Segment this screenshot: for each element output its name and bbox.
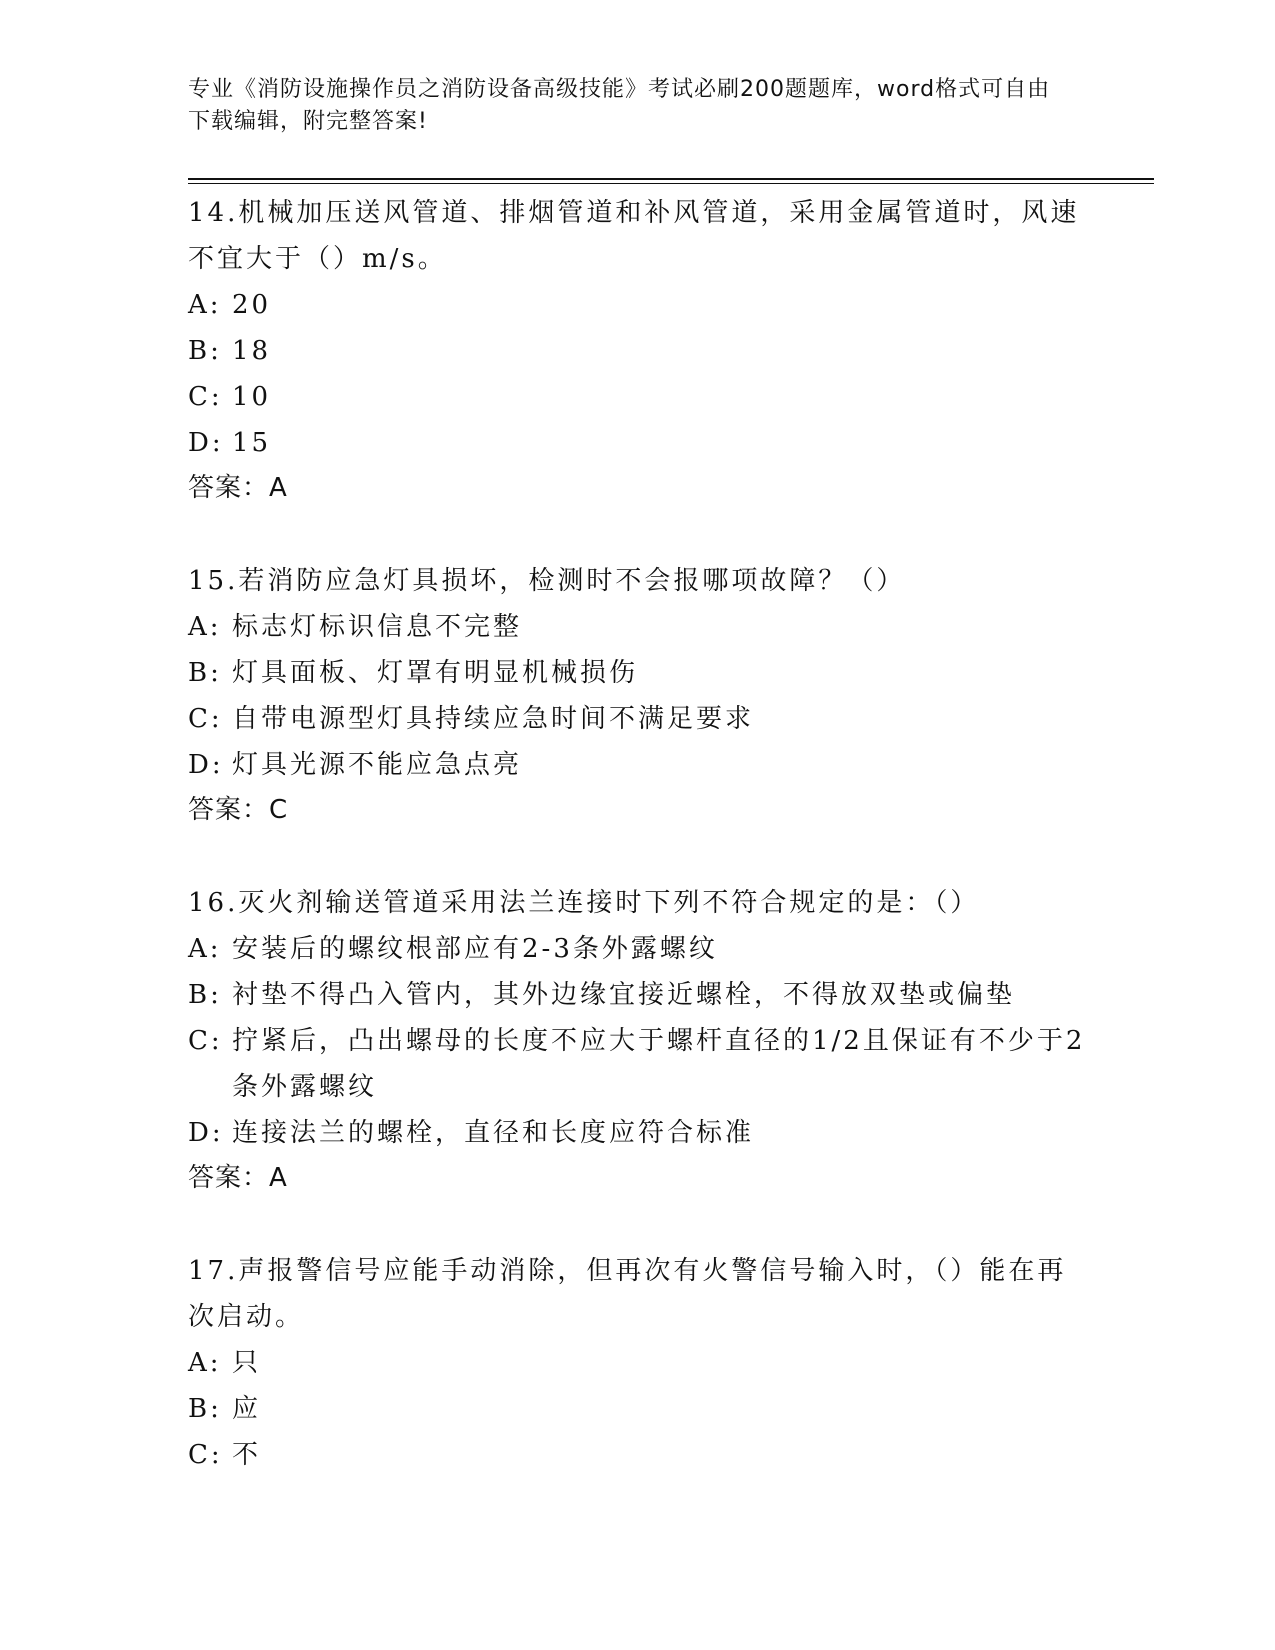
option-text: 应 — [232, 1394, 262, 1424]
option-key: D: — [188, 750, 224, 780]
option-key: B: — [188, 658, 222, 688]
option-text: 标志灯标识信息不完整 — [232, 612, 523, 642]
option-key: D: — [188, 428, 224, 458]
option-a — [188, 1340, 1088, 1386]
option-c — [188, 1432, 1088, 1478]
answer-line: 答案：C — [188, 795, 289, 825]
answer-line: 答案：A — [188, 1163, 288, 1193]
header-divider-thin — [188, 183, 1154, 184]
option-text: 连接法兰的螺栓，直径和长度应符合标准 — [232, 1118, 755, 1148]
question-stem: 16.灭火剂输送管道采用法兰连接时下列不符合规定的是：（） — [188, 888, 980, 918]
option-a — [188, 282, 1088, 328]
option-key: B: — [188, 336, 222, 366]
document-header: 专业《消防设施操作员之消防设备高级技能》考试必刷200题题库，word格式可自由下载编辑，附完整答案! — [188, 77, 1051, 134]
option-a — [188, 926, 1088, 972]
option-text: 只 — [232, 1348, 262, 1378]
option-text: 10 — [232, 382, 272, 412]
answer-line: 答案：A — [188, 473, 288, 503]
option-text: 不 — [232, 1440, 262, 1470]
option-c — [188, 374, 1088, 420]
option-key: A: — [188, 1348, 222, 1378]
option-key: C: — [188, 1440, 223, 1470]
option-text: 18 — [232, 336, 272, 366]
option-c — [188, 696, 1088, 742]
option-d — [188, 420, 1088, 466]
question-15 — [188, 558, 1088, 832]
option-key: C: — [188, 382, 223, 412]
option-text: 灯具光源不能应急点亮 — [232, 750, 523, 780]
option-text: 20 — [232, 290, 272, 320]
question-stem: 15.若消防应急灯具损坏，检测时不会报哪项故障？（） — [188, 566, 906, 596]
option-d — [188, 1110, 1088, 1156]
option-d — [188, 742, 1088, 788]
header-divider-thick — [188, 178, 1154, 180]
option-key: D: — [188, 1118, 224, 1148]
option-key: A: — [188, 290, 222, 320]
option-text: 拧紧后，凸出螺母的长度不应大于螺杆直径的1/2且保证有不少于2条外露螺纹 — [232, 1026, 1086, 1102]
option-key: C: — [188, 1026, 223, 1056]
question-stem: 14.机械加压送风管道、排烟管道和补风管道，采用金属管道时，风速不宜大于（）m/s。 — [188, 198, 1080, 274]
question-17 — [188, 1248, 1088, 1478]
question-16 — [188, 880, 1088, 1200]
option-text: 灯具面板、灯罩有明显机械损伤 — [232, 658, 639, 688]
option-c — [188, 1018, 1088, 1110]
option-b — [188, 328, 1088, 374]
question-14 — [188, 190, 1088, 510]
option-b — [188, 972, 1088, 1018]
option-key: B: — [188, 980, 222, 1010]
option-key: C: — [188, 704, 223, 734]
option-b — [188, 650, 1088, 696]
option-b — [188, 1386, 1088, 1432]
option-text: 安装后的螺纹根部应有2-3条外露螺纹 — [232, 934, 718, 964]
question-list — [188, 190, 1088, 1526]
option-text: 自带电源型灯具持续应急时间不满足要求 — [232, 704, 755, 734]
option-text: 衬垫不得凸入管内，其外边缘宜接近螺栓，不得放双垫或偏垫 — [232, 980, 1016, 1010]
option-a — [188, 604, 1088, 650]
option-key: A: — [188, 612, 222, 642]
option-key: B: — [188, 1394, 222, 1424]
question-stem: 17.声报警信号应能手动消除，但再次有火警信号输入时，（）能在再次启动。 — [188, 1256, 1067, 1332]
option-text: 15 — [232, 428, 272, 458]
option-key: A: — [188, 934, 222, 964]
